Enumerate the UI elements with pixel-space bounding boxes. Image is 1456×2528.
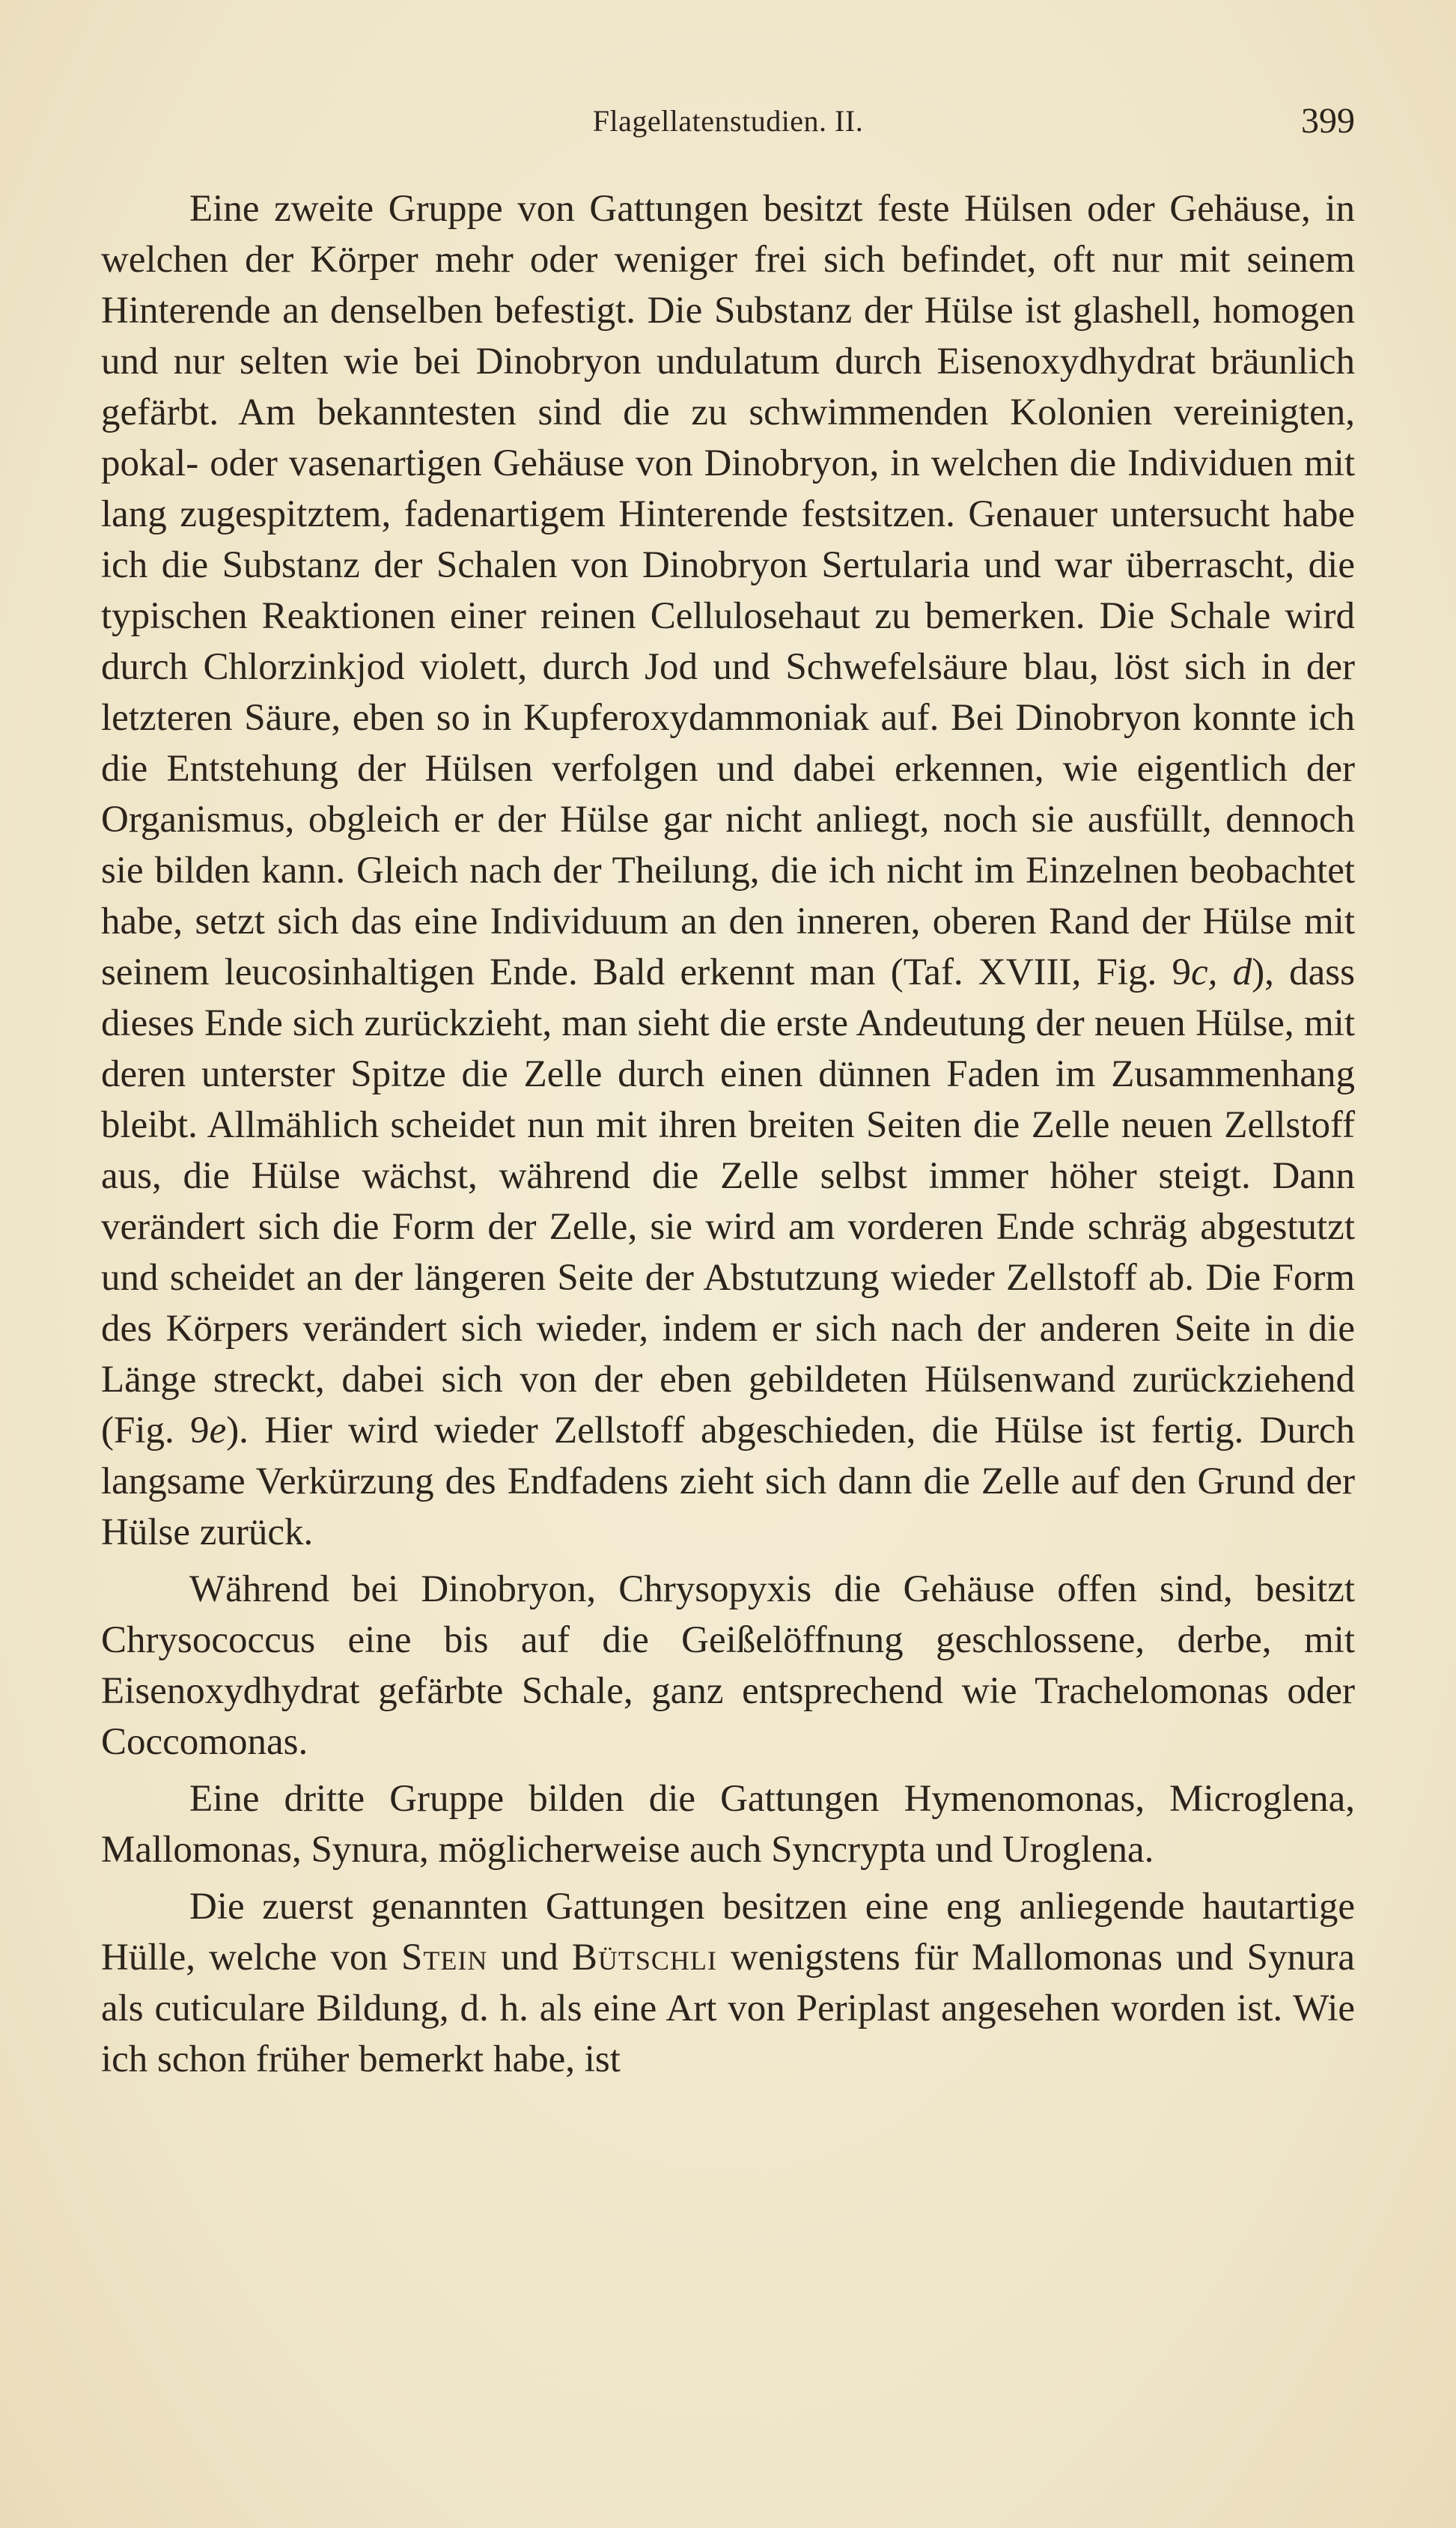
author-name: Bütschli — [571, 1937, 717, 1979]
paragraph — [101, 1773, 1355, 1875]
text-segment: Während bei Dinobryon, Chrysopyxis die Gehäuse offen sind, besitzt Chrysococcus eine bis auf die Geißelöffnung geschlossene, derbe, mit Eisenoxydhydrat gefärbte Schale, ganz entsprechend wie Trachelomonas oder Coccomonas. — [101, 1568, 1355, 1763]
paragraph — [101, 1881, 1355, 2085]
page-header — [101, 96, 1355, 156]
paragraph — [101, 1564, 1355, 1767]
text-segment: ), dass dieses Ende sich zurückzieht, man sieht die erste Andeutung der neuen Hülse, mit deren unterster Spitze die Zelle durch einen dünnen Faden im Zusammenhang bleibt. Allmählich scheidet nun mit ihren breiten Seiten die Zelle neuen Zellstoff aus, die Hülse wächst, während die Zelle selbst immer höher steigt. Dann verändert sich die Form der Zelle, sie wird am vorderen Ende schräg abgestutzt und scheidet an der längeren Seite der Abstutzung wieder Zellstoff ab. Die Form des Körpers verändert sich wieder, indem er sich nach der anderen Seite in die Länge streckt, dabei sich von der eben gebildeten Hülsenwand zurückziehend (Fig. 9 — [101, 951, 1355, 1452]
text-segment: und — [487, 1937, 572, 1979]
paragraph — [101, 183, 1355, 1558]
text-segment: Eine dritte Gruppe bilden die Gattungen Hymenomonas, Microglena, Mallomonas, Synura, möglicherweise auch Syncrypta und Uroglena. — [101, 1778, 1355, 1871]
running-title: Flagellatenstudien. II. — [592, 104, 864, 138]
page-number: 399 — [1301, 101, 1355, 141]
text-segment: ). Hier wird wieder Zellstoff abgeschieden, die Hülse ist fertig. Durch langsame Verkürzung des Endfadens zieht sich dann die Zelle auf den Grund der Hülse zurück. — [101, 1410, 1355, 1553]
text-segment: Die zuerst genannten Gattungen besitzen eine eng anliegende hautartige Hülle, welche von — [101, 1886, 1355, 1979]
body-text — [101, 183, 1355, 2091]
author-name: Stein — [401, 1937, 488, 1979]
text-segment: wenigstens für Mallomonas und Synura als cuticulare Bildung, d. h. als eine Art von Periplast angesehen worden ist. Wie ich schon früher bemerkt habe, ist — [101, 1937, 1356, 2080]
text-segment-italic: e — [209, 1410, 227, 1452]
text-segment: Eine zweite Gruppe von Gattungen besitzt feste Hülsen oder Gehäuse, in welchen der Körper mehr oder weniger frei sich befindet, oft nur mit seinem Hinterende an denselben befestigt. Die Substanz der Hülse ist glashell, homogen und nur selten wie bei Dinobryon undulatum durch Eisenoxydhydrat bräunlich gefärbt. Am bekanntesten sind die zu schwimmenden Kolonien vereinigten, pokal- oder vasenartigen Gehäuse von Dinobryon, in welchen die Individuen mit lang zugespitztem, fadenartigem Hinterende festsitzen. Genauer untersucht habe ich die Substanz der Schalen von Dinobryon Sertularia und war überrascht, die typischen Reaktionen einer reinen Cellulosehaut zu bemerken. Die Schale wird durch Chlorzinkjod violett, durch Jod und Schwefelsäure blau, löst sich in der letzteren Säure, eben so in Kupferoxydammoniak auf. Bei Dinobryon konnte ich die Entstehung der Hülsen verfolgen und dabei erkennen, wie eigentlich der Organismus, obgleich er der Hülse gar nicht anliegt, noch sie ausfüllt, dennoch sie bilden kann. Gleich nach der Theilung, die ich nicht im Einzelnen beobachtet habe, setzt sich das eine Individuum an den inneren, oberen Rand der Hülse mit seinem leucosinhaltigen Ende. Bald erkennt man (Taf. XVIII, Fig. 9 — [101, 188, 1355, 993]
text-segment-italic: c, d — [1191, 951, 1252, 993]
